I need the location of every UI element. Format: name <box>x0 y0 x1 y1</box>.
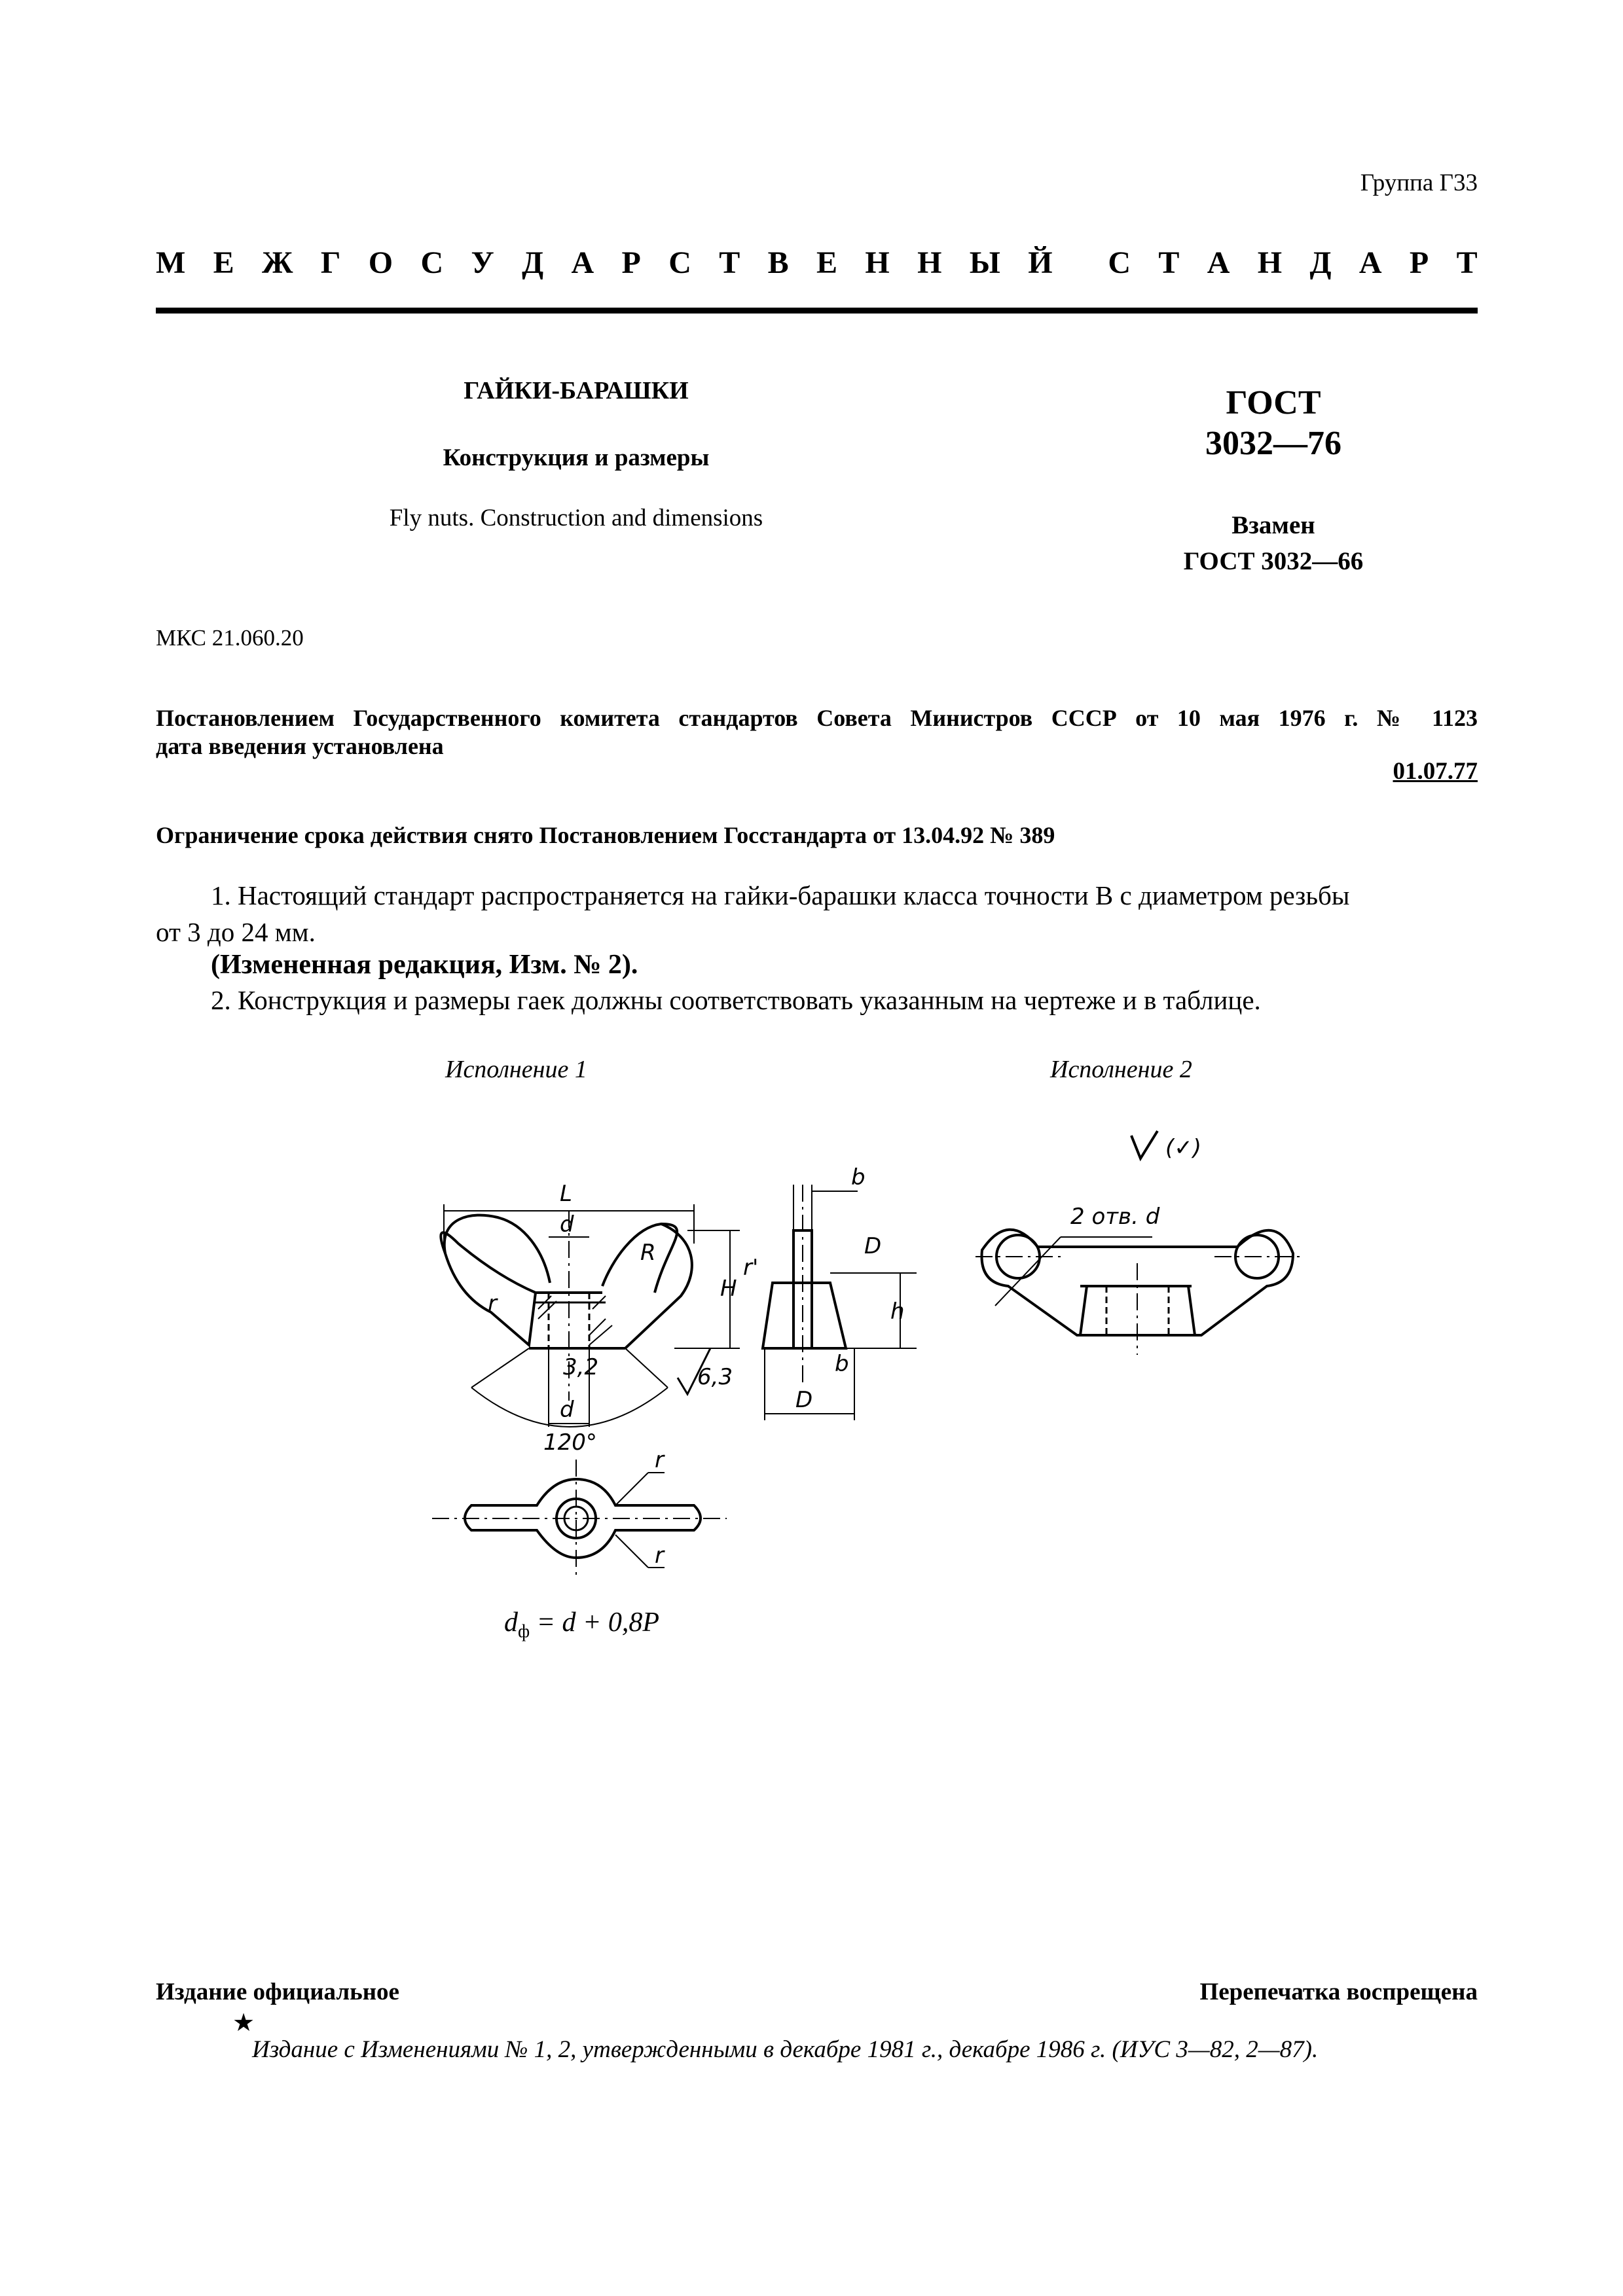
formula-sub: ф <box>518 1621 530 1642</box>
label-b: b <box>851 1164 866 1191</box>
label-dphi: d <box>560 1397 574 1423</box>
variant-1-label: Исполнение 1 <box>445 1056 587 1083</box>
heading-letter: Д <box>522 245 544 280</box>
formula-rest: = d + 0,8P <box>530 1607 659 1638</box>
heading-letter: Е <box>816 245 838 280</box>
heading-letter: Р <box>621 245 641 280</box>
label-angle: 120° <box>543 1429 597 1456</box>
heading-letter: Н <box>1257 245 1283 280</box>
label-r-bottom: r <box>655 1543 664 1569</box>
heading-letter: А <box>571 245 594 280</box>
english-title: Fly nuts. Construction and dimensions <box>389 505 763 531</box>
heading-letter: Е <box>213 245 234 280</box>
heading-letter: Н <box>865 245 890 280</box>
heading-letter: А <box>1207 245 1230 280</box>
label-b1: b <box>835 1351 849 1377</box>
heading-letter: Р <box>1409 245 1429 280</box>
star-mark: ★ <box>232 2009 255 2037</box>
heading-letter: А <box>1359 245 1382 280</box>
label-roughness-mark: (✓) <box>1165 1135 1202 1161</box>
label-h: h <box>890 1299 905 1325</box>
heading-letter: Т <box>719 245 740 280</box>
heading-letter: Ы <box>969 245 1000 280</box>
heading-letter: Г <box>320 245 341 280</box>
paragraph-1-line-2: от 3 до 24 мм. <box>156 917 316 947</box>
label-dim-3-2: 3,2 <box>563 1354 599 1380</box>
label-r-prime: r' <box>743 1255 759 1281</box>
group-code: Группа Г33 <box>1360 170 1478 196</box>
heading-letter: Т <box>1456 245 1478 280</box>
label-R: R <box>640 1240 656 1266</box>
document-title: ГАЙКИ-БАРАШКИ <box>464 377 689 404</box>
label-r-top: r <box>655 1447 664 1473</box>
label-L: L <box>560 1181 572 1207</box>
heading-letter: Д <box>1309 245 1332 280</box>
heading-letter: О <box>368 245 393 280</box>
label-D1: D <box>864 1233 882 1259</box>
variant-2-view <box>976 1131 1303 1355</box>
introduction-date: 01.07.77 <box>1393 758 1478 785</box>
decree-line: Постановлением Государственного комитета стандартов Совета Министров СССР от 10 мая 1976 г. № 1123 <box>156 705 1478 731</box>
decree-date-label: дата введения установлена <box>156 733 444 759</box>
heading-letter: В <box>767 245 789 280</box>
dphi-formula <box>504 1607 659 1642</box>
variant-1-top-view <box>432 1460 727 1577</box>
heading-letter: Т <box>1158 245 1180 280</box>
label-D: D <box>795 1387 813 1413</box>
heading-letter: М <box>156 245 186 280</box>
replaces-label: Взамен <box>1231 511 1315 539</box>
limit-removal: Ограничение срока действия снято Постановлением Госстандарта от 13.04.92 № 389 <box>156 822 1055 848</box>
gost-code: 3032—76 <box>1205 425 1341 462</box>
heading-letter: С <box>1108 245 1131 280</box>
amendments-note: Издание с Изменениями № 1, 2, утвержденными в декабре 1981 г., декабре 1986 г. (ИУС 3—82, 2—87). <box>252 2036 1319 2063</box>
heading-letter: С <box>420 245 444 280</box>
label-H: H <box>720 1276 737 1302</box>
variant-2-label: Исполнение 2 <box>1050 1056 1192 1083</box>
gost-label: ГОСТ <box>1226 384 1321 422</box>
official-edition: Издание официальное <box>156 1979 399 2005</box>
document-subtitle: Конструкция и размеры <box>443 444 710 471</box>
label-roughness: 6,3 <box>697 1364 733 1390</box>
mks-code: МКС 21.060.20 <box>156 625 304 651</box>
replaces-code: ГОСТ 3032—66 <box>1183 547 1364 575</box>
label-r1: r <box>488 1291 497 1317</box>
label-d: d <box>560 1211 574 1238</box>
variant-1-front-view <box>441 1204 740 1427</box>
label-holes: 2 отв. d <box>1070 1204 1160 1230</box>
heading-letter: Н <box>917 245 942 280</box>
heading-letter: Й <box>1028 245 1053 280</box>
heading-letter: Ж <box>262 245 293 280</box>
paragraph-1-line-1: 1. Настоящий стандарт распространяется на гайки-барашки класса точности В с диаметром резьбы <box>211 880 1350 910</box>
formula-d: d <box>504 1607 518 1638</box>
heading-letter: У <box>471 245 494 280</box>
amendment-note: (Измененная редакция, Изм. № 2). <box>211 950 638 980</box>
reprint-prohibited: Перепечатка воспрещена <box>1199 1979 1478 2005</box>
heading-letter: С <box>668 245 691 280</box>
paragraph-2: 2. Конструкция и размеры гаек должны соответствовать указанным на чертеже и в таблице. <box>211 985 1261 1015</box>
